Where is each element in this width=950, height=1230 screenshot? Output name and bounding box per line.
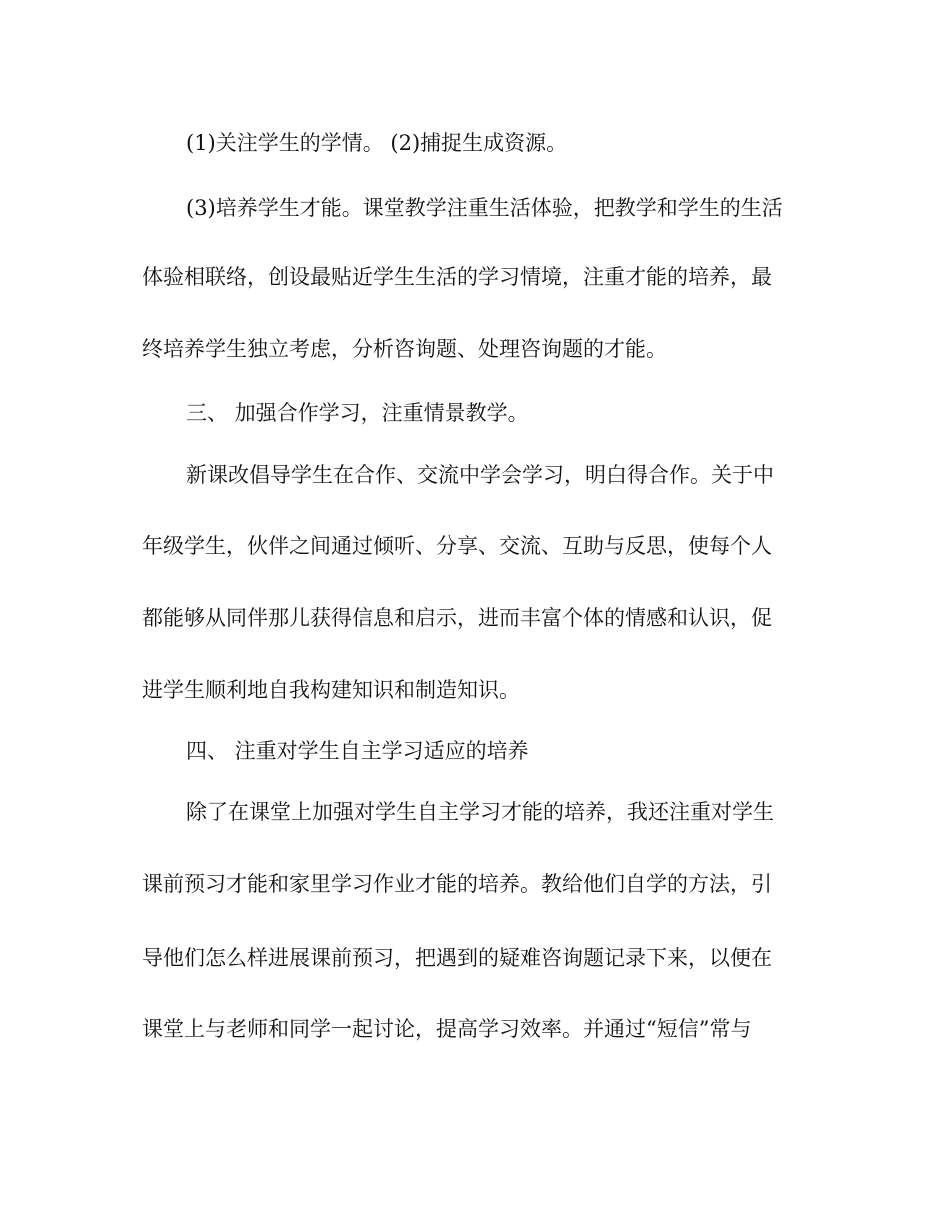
text-line-1: (1)关注学生的学情。 (2)捕捉生成资源。 [186,131,568,155]
section-heading-3: 三、 加强合作学习，注重情景教学。 [186,401,529,425]
text-line-8: 都能够从同伴那儿获得信息和启示，进而丰富个体的情感和认识，促 [142,606,772,630]
text-line-4: 终培养学生独立考虑，分析咨询题、处理咨询题的才能。 [142,337,667,361]
text-line-11: 除了在课堂上加强对学生自主学习才能的培养，我还注重对学生 [186,800,774,824]
text-line-9: 进学生顺利地自我构建知识和制造知识。 [142,678,520,702]
text-line-13: 导他们怎么样进展课前预习，把遇到的疑难咨询题记录下来，以便在 [142,946,772,970]
text-line-3: 体验相联络，创设最贴近学生生活的学习情境，注重才能的培养，最 [142,265,772,289]
text-line-7: 年级学生，伙伴之间通过倾听、分享、交流、互助与反思，使每个人 [142,534,772,558]
text-line-12: 课前预习才能和家里学习作业才能的培养。教给他们自学的方法，引 [142,872,772,896]
section-heading-4: 四、 注重对学生自主学习适应的培养 [186,739,529,763]
text-line-14: 课堂上与老师和同学一起讨论，提高学习效率。并通过“短信”常与 [142,1017,752,1041]
text-line-6: 新课改倡导学生在合作、交流中学会学习，明白得合作。关于中 [186,463,774,487]
text-line-2: (3)培养学生才能。课堂教学注重生活体验，把教学和学生的生活 [186,196,783,220]
